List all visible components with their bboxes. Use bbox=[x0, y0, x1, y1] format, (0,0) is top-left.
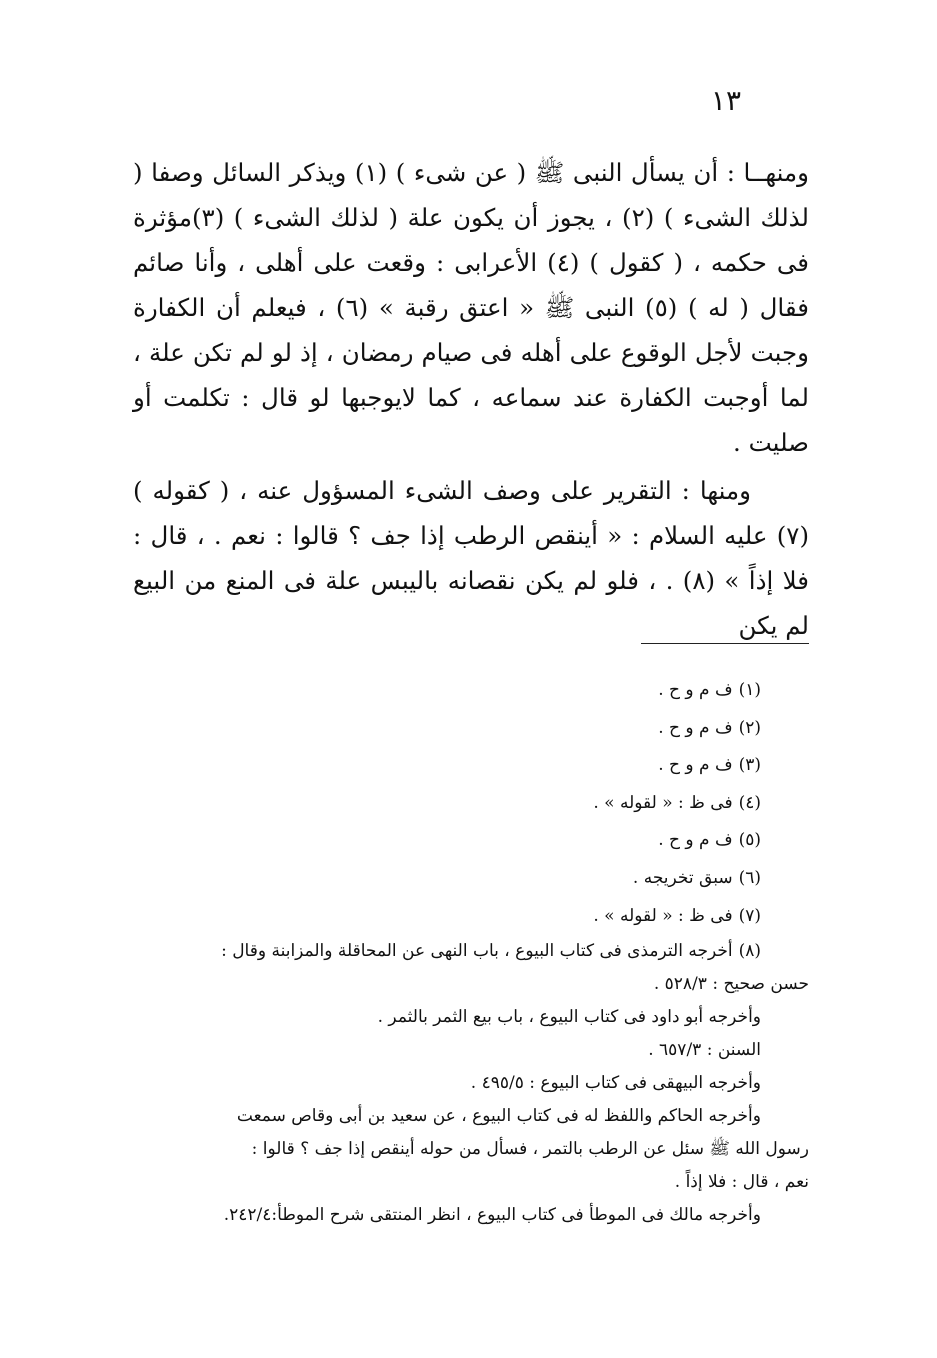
footnote-8-line: وأخرجه مالك فى الموطأ فى كتاب البيوع ، انظر المنتقى شرح الموطأ:٢٤٢/٤. bbox=[223, 1205, 761, 1226]
footnote-8-line: وأخرجه الحاكم واللفظ له فى كتاب البيوع ، عن سعيد بن أبى وقاص سمعت bbox=[236, 1106, 761, 1127]
footnote-1 bbox=[129, 672, 809, 710]
footnote-8-line: نعم ، قال : فلا إذاً . bbox=[674, 1172, 809, 1193]
footnote-8-line: حسن صحيح : ٥٢٨/٣ . bbox=[653, 974, 809, 995]
footnote-text: ف م و ح . bbox=[658, 717, 733, 738]
footnote-number: (١) bbox=[738, 680, 761, 700]
footnote-text: ف م و ح . bbox=[658, 755, 733, 776]
footnote-7 bbox=[129, 898, 809, 936]
footnote-number: (٦) bbox=[738, 867, 761, 888]
footnote-text: أخرجه الترمذى فى كتاب البيوع ، باب النهى عن المحاقلة والمزابنة وقال : bbox=[221, 941, 733, 962]
page-number: ١٣ bbox=[710, 84, 741, 117]
footnote-3 bbox=[129, 747, 809, 785]
footnote-text: سبق تخريجه . bbox=[632, 867, 733, 888]
footnote-text: ف م و ح . bbox=[658, 830, 733, 851]
footnote-number: (٤) bbox=[738, 792, 761, 813]
footnote-2 bbox=[129, 710, 809, 748]
footnote-number: (٧) bbox=[738, 905, 761, 926]
footnote-text: ف م و ح . bbox=[658, 680, 733, 700]
footnote-8-line: السنن : ٦٥٧/٣ . bbox=[648, 1040, 761, 1061]
footnote-6 bbox=[129, 860, 809, 898]
footnote-8 bbox=[129, 935, 809, 968]
footnote-number: (٣) bbox=[738, 755, 761, 776]
footnote-8-line: وأخرجه أبو داود فى كتاب البيوع ، باب بيع الثمر بالثمر . bbox=[377, 1007, 761, 1028]
paragraph-2: ومنها : التقرير على وصف الشىء المسؤول عنه ، ( كقوله ) (٧) عليه السلام : « أينقص الرطب إذا جف ؟ قالوا : نعم . ، قال : فلا إذاً » (٨) . ، فلو لم يكن نقصانه باليبس علة فى المنع من البيع لم يكن bbox=[133, 476, 810, 640]
footnotes bbox=[129, 672, 809, 1232]
footnote-5 bbox=[129, 822, 809, 860]
footnote-8-line: وأخرجه البيهقى فى كتاب البيوع : ٤٩٥/٥ . bbox=[470, 1073, 761, 1094]
footnote-4 bbox=[129, 785, 809, 823]
footnote-number: (٨) bbox=[738, 941, 761, 962]
main-text bbox=[133, 150, 809, 648]
footnote-number: (٢) bbox=[738, 717, 761, 738]
paragraph-1: ومنهــا : أن يسأل النبى ﷺ ( عن شىء ) (١) ويذكر السائل وصفا ( لذلك الشىء ) (٢) ، يجوز أن يكون علة ( لذلك الشىء ) (٣)مؤثرة فى حكمه ، ( كقول ) (٤) الأعرابى : وقعت على أهلى ، وأنا صائم فقال ( له ) (٥) النبى ﷺ « اعتق رقبة » (٦) ، فيعلم أن الكفارة وجبت لأجل الوقوع على أهله فى صيام رمضان ، إذ لو لم تكن علة ، لما أوجبت الكفارة عند سماعه ، كما لايوجبها لو قال : تكلمت أو صليت . bbox=[133, 158, 810, 457]
footnote-8-line: رسول الله ﷺ سئل عن الرطب بالتمر ، فسأل من حوله أينقص إذا جف ؟ قالوا : bbox=[251, 1139, 809, 1160]
footnote-number: (٥) bbox=[738, 830, 761, 851]
footnote-text: فى ظ : « لقوله » . bbox=[593, 792, 733, 813]
footnote-text: فى ظ : « لقوله » . bbox=[593, 905, 733, 926]
footnote-separator bbox=[641, 643, 809, 644]
